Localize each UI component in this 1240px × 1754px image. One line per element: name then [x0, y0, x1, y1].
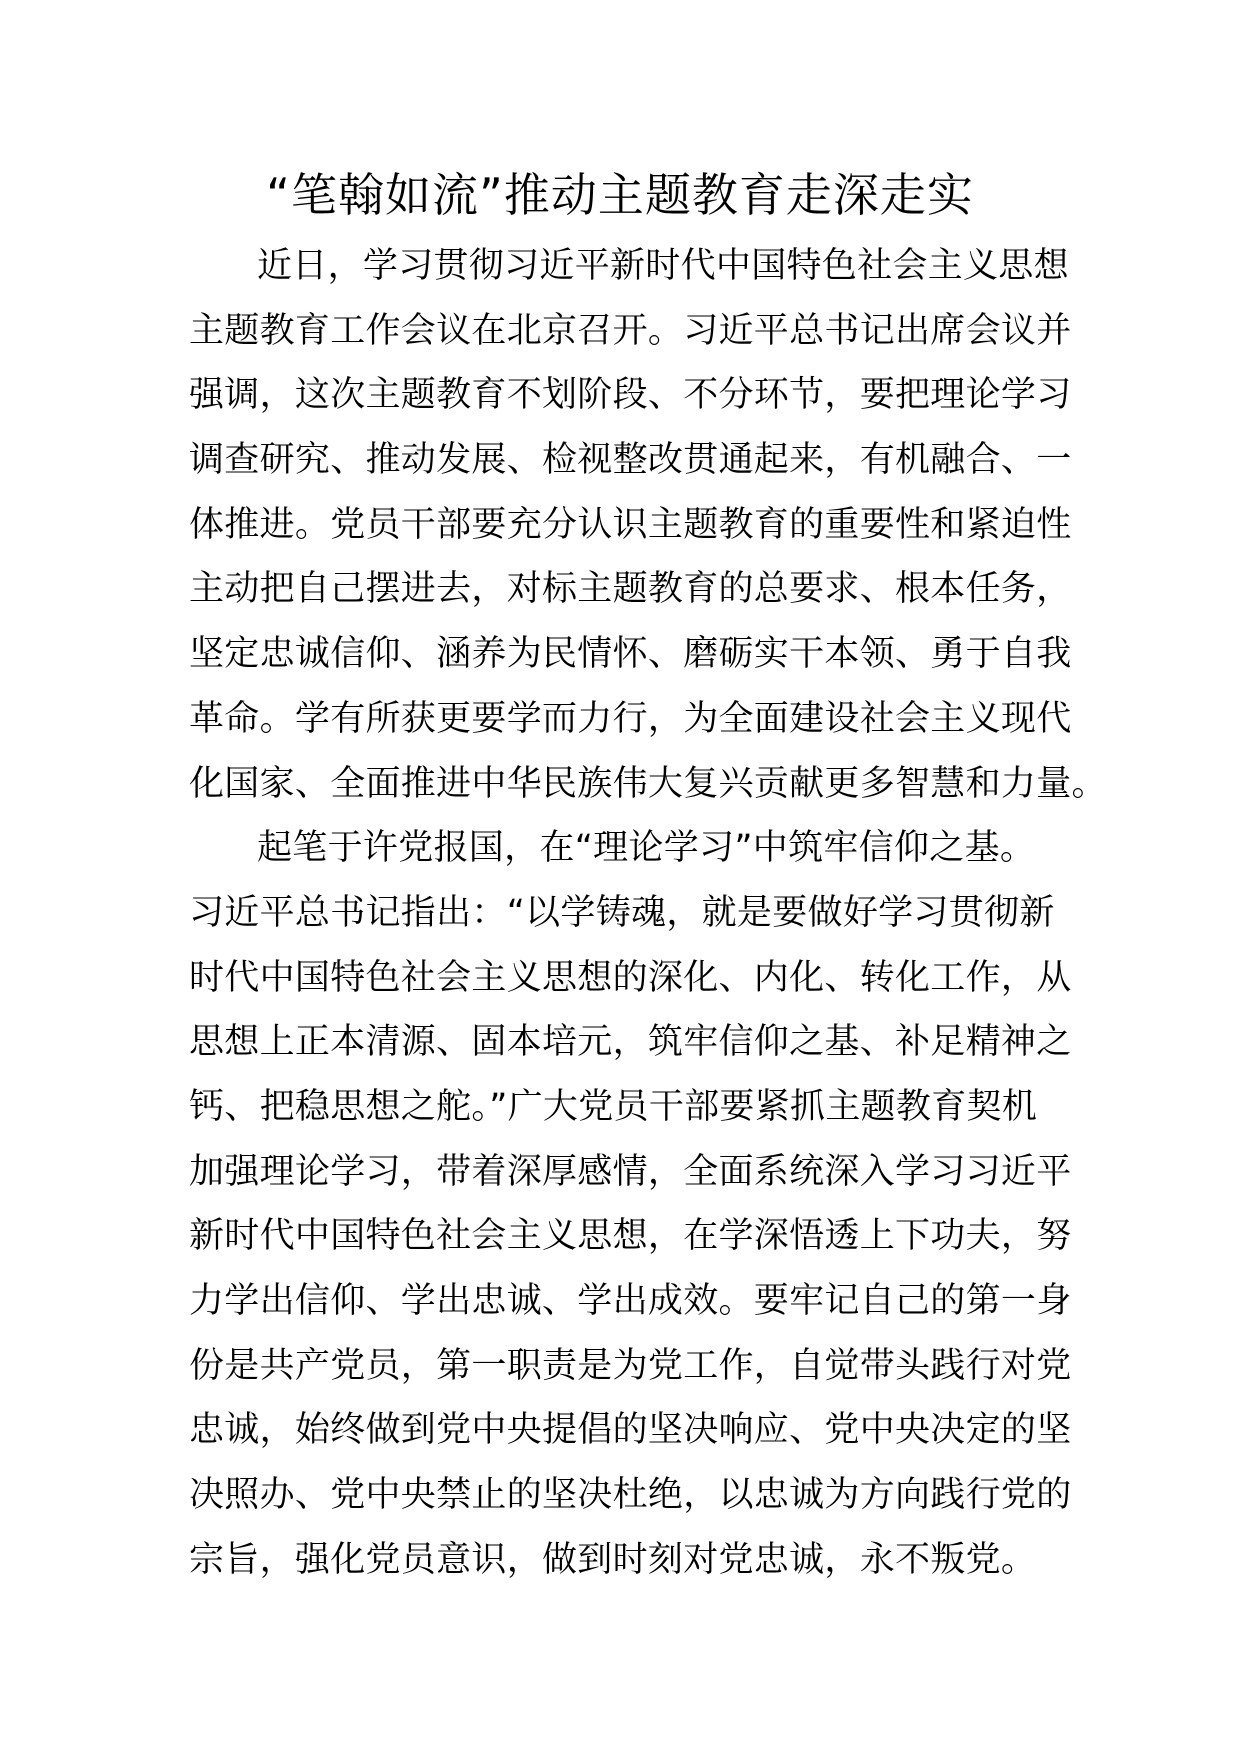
paragraph-2-line-8: 力学出信仰、学出忠诚、学出成效。要牢记自己的第一身 [189, 1281, 1072, 1321]
paragraph-1-line-5: 体推进。党员干部要充分认识主题教育的重要性和紧迫性 [189, 504, 1072, 545]
paragraph-1-line-3: 强调，这次主题教育不划阶段、不分环节，要把理论学习 [189, 375, 1072, 416]
paragraph-2-line-11: 决照办、党中央禁止的坚决杜绝，以忠诚为方向践行党的 [189, 1475, 1072, 1516]
document-title: “笔翰如流”推动主题教育走深走实 [266, 168, 974, 222]
paragraph-2-line-9: 份是共产党员，第一职责是为党工作，自觉带头践行对党 [189, 1345, 1072, 1386]
paragraph-1-line-8: 革命。学有所获更要学而力行，为全面建设社会主义现代 [189, 698, 1072, 739]
paragraph-1-line-9: 化国家、全面推进中华民族伟大复兴贡献更多智慧和力量。 [189, 763, 1107, 804]
paragraph-1-line-1: 近日，学习贯彻习近平新时代中国特色社会主义思想 [257, 246, 1069, 286]
paragraph-1-line-2: 主题教育工作会议在北京召开。习近平总书记出席会议并 [189, 310, 1072, 351]
paragraph-2-line-6: 加强理论学习，带着深厚感情，全面系统深入学习习近平 [189, 1151, 1072, 1192]
paragraph-1-line-7: 坚定忠诚信仰、涵养为民情怀、磨砺实干本领、勇于自我 [189, 634, 1072, 675]
paragraph-2-line-2: 习近平总书记指出：“以学铸魂，就是要做好学习贯彻新 [189, 892, 1055, 933]
paragraph-2-line-3: 时代中国特色社会主义思想的深化、内化、转化工作，从 [189, 957, 1072, 998]
paragraph-1-line-6: 主动把自己摆进去，对标主题教育的总要求、根本任务， [189, 569, 1072, 610]
paragraph-1-line-4: 调查研究、推动发展、检视整改贯通起来，有机融合、一 [189, 440, 1072, 481]
paragraph-2-line-4: 思想上正本清源、固本培元，筑牢信仰之基、补足精神之 [189, 1022, 1072, 1063]
document-body [189, 234, 1107, 1592]
paragraph-2-line-12: 宗旨，强化党员意识，做到时刻对党忠诚，永不叛党。 [189, 1539, 1037, 1580]
paragraph-2-line-10: 忠诚，始终做到党中央提倡的坚决响应、党中央决定的坚 [189, 1410, 1072, 1451]
paragraph-2-line-1: 起笔于许党报国，在“理论学习”中筑牢信仰之基。 [257, 828, 1036, 869]
paragraph-2-line-7: 新时代中国特色社会主义思想，在学深悟透上下功夫，努 [189, 1216, 1072, 1257]
paragraph-2-line-5: 钙、把稳思想之舵。”广大党员干部要紧抓主题教育契机 [189, 1086, 1038, 1127]
